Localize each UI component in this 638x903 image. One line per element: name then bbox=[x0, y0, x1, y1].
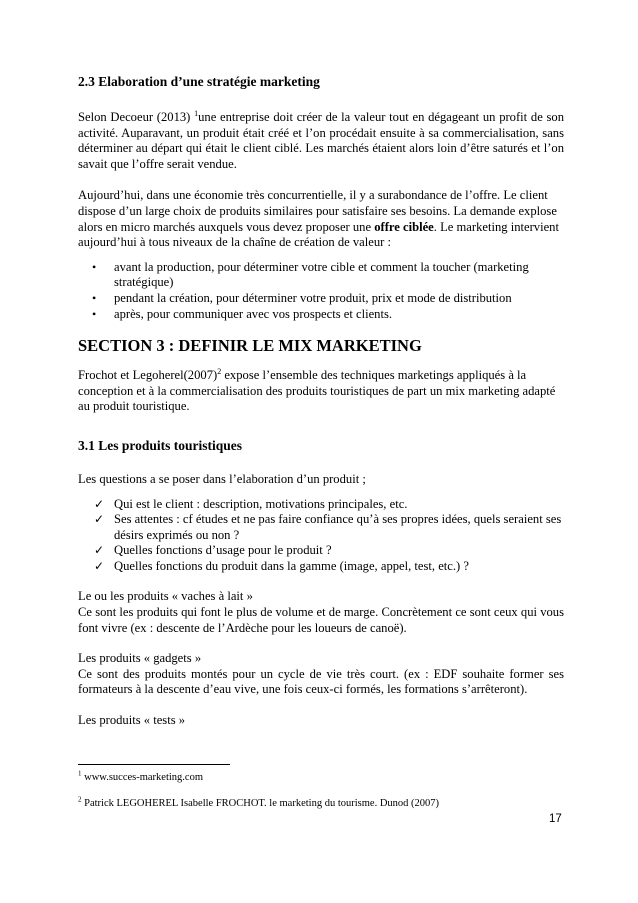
offre-ciblee-emphasis: offre ciblée bbox=[374, 219, 434, 234]
paragraph-frochot bbox=[78, 368, 564, 415]
footnote-2 bbox=[78, 797, 439, 810]
list-item: • pendant la création, pour déterminer votre produit, prix et mode de distribution bbox=[78, 291, 564, 307]
footnote-1-number: 1 bbox=[78, 769, 82, 778]
tests-title: Les produits « tests » bbox=[78, 713, 186, 728]
vaches-title: Le ou les produits « vaches à lait » bbox=[78, 589, 253, 604]
footnote-1-text: www.succes-marketing.com bbox=[81, 772, 203, 783]
list-item: • après, pour communiquer avec vos prospects et clients. bbox=[78, 307, 564, 323]
footnote-2-text: Patrick LEGOHEREL Isabelle FROCHOT. le marketing du tourisme. Dunod (2007) bbox=[81, 798, 440, 809]
section-3-heading: SECTION 3 : DEFINIR LE MIX MARKETING bbox=[78, 336, 422, 356]
frochot-text-start: Frochot et Legoherel(2007) bbox=[78, 368, 218, 383]
footnote-2-number: 2 bbox=[78, 795, 82, 804]
list-item: ✓ Ses attentes : cf études et ne pas faire confiance qu’à ses propres idées, quels seraient ses désirs exprimés ou non ? bbox=[78, 512, 564, 543]
list-item: ✓ Qui est le client : description, motivations principales, etc. bbox=[78, 497, 564, 513]
decoeur-text-start: Selon Decoeur (2013) bbox=[78, 110, 195, 124]
decoeur-text-end: une entreprise doit créer de la valeur tout en dégageant un profit de son activité. Auparavant, un produit était créé et l’on procédait ensuite à sa commercialisation, sans déterminer au départ qui était le client ciblé. Les marchés étaient alors loin d’être saturés et l’on savait que l’offre serait vendue. bbox=[78, 110, 565, 171]
questions-intro: Les questions a se poser dans l’elaboration d’un produit ; bbox=[78, 471, 366, 486]
footnote-ref-2: 2 bbox=[217, 366, 222, 376]
footnote-ref-1: 1 bbox=[194, 108, 199, 118]
heading-2-3: 2.3 Elaboration d’une stratégie marketing bbox=[78, 74, 320, 89]
frochot-text-end: expose l’ensemble des techniques marketings appliqués à la conception et à la commercialisation des produits touristiques de part un mix marketing adapté au produit touristique. bbox=[78, 368, 556, 414]
vaches-text: Ce sont les produits qui font le plus de volume et de marge. Concrètement ce sont ceux qui vous font vivre (ex : descente de l’Ardèche pour les loueurs de canoë). bbox=[78, 605, 564, 635]
list-item: ✓ Quelles fonctions du produit dans la gamme (image, appel, test, etc.) ? bbox=[78, 559, 564, 575]
page-number: 17 bbox=[549, 813, 562, 825]
gadgets-text: Ce sont des produits montés pour un cycle de vie très court. (ex : EDF souhaite former ses formateurs à la descente d’eau vive, une fois ceux-ci formés, les formations s’arrêteront). bbox=[78, 666, 564, 697]
footnote-1 bbox=[78, 771, 203, 784]
paragraph-aujourdhui bbox=[78, 188, 564, 250]
gadgets-title: Les produits « gadgets » bbox=[78, 651, 202, 666]
list-item: • avant la production, pour déterminer votre cible et comment la toucher (marketing stratégique) bbox=[78, 260, 564, 291]
heading-3-1: 3.1 Les produits touristiques bbox=[78, 437, 243, 453]
paragraph-decoeur bbox=[78, 110, 564, 172]
aujourdhui-text-start: Aujourd’hui, dans une économie très concurrentielle, il y a surabondance de l’offre. Le client dispose d’un large choix de produits similaires pour satisfaire ses besoins. La demande explose alors en micro marchés auxquels vous devez proposer une bbox=[78, 188, 557, 234]
list-item: ✓ Quelles fonctions d’usage pour le produit ? bbox=[78, 543, 564, 559]
aujourdhui-text-end: . Le marketing intervient aujourd’hui à tous niveaux de la chaîne de création de valeur : bbox=[78, 219, 559, 250]
page-body bbox=[78, 70, 564, 729]
footnote-divider bbox=[78, 764, 230, 765]
value-chain-bullet-list bbox=[78, 260, 564, 322]
questions-check-list bbox=[78, 497, 564, 575]
